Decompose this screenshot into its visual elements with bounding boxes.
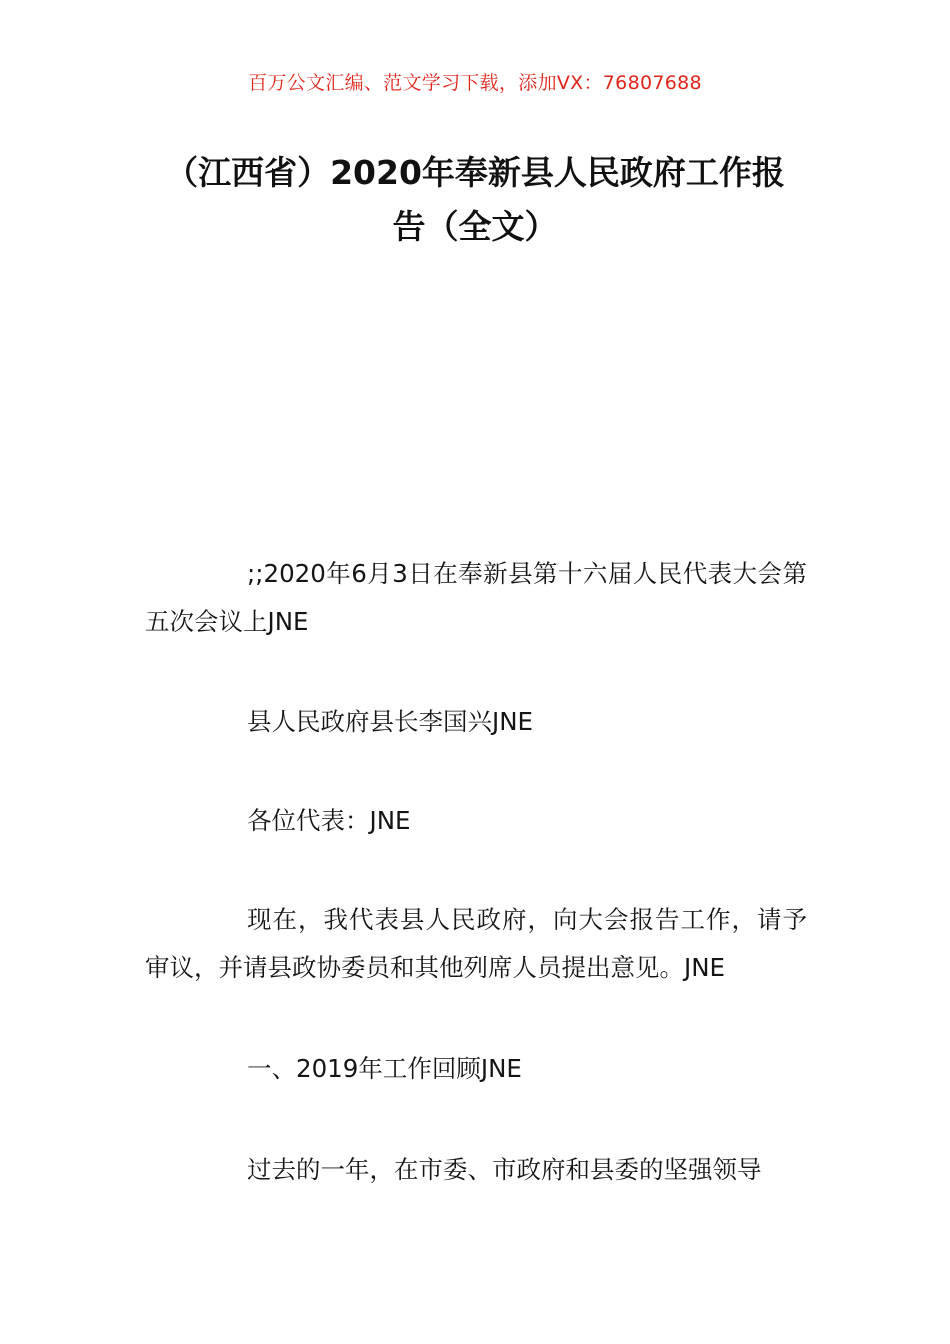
paragraph-speaker: 县人民政府县长李国兴JNE <box>247 707 534 736</box>
section-heading-2019-review: 一、2019年工作回顾JNE <box>247 1054 522 1083</box>
paragraph-review-start: 过去的一年，在市委、市政府和县委的坚强领导 <box>247 1155 762 1184</box>
paragraph-meeting-info: ;;2020年6月3日在奉新县第十六届人民代表大会第五次会议上JNE <box>145 559 807 636</box>
paragraph-introduction: 现在，我代表县人民政府，向大会报告工作，请予审议，并请县政协委员和其他列席人员提出意见。JNE <box>145 905 807 982</box>
paragraph-salutation: 各位代表：JNE <box>247 806 411 835</box>
header-note: 百万公文汇编、范文学习下载，添加VX：76807688 <box>248 72 702 94</box>
document-title: （江西省）2020年奉新县人民政府工作报告（全文） <box>165 153 785 246</box>
